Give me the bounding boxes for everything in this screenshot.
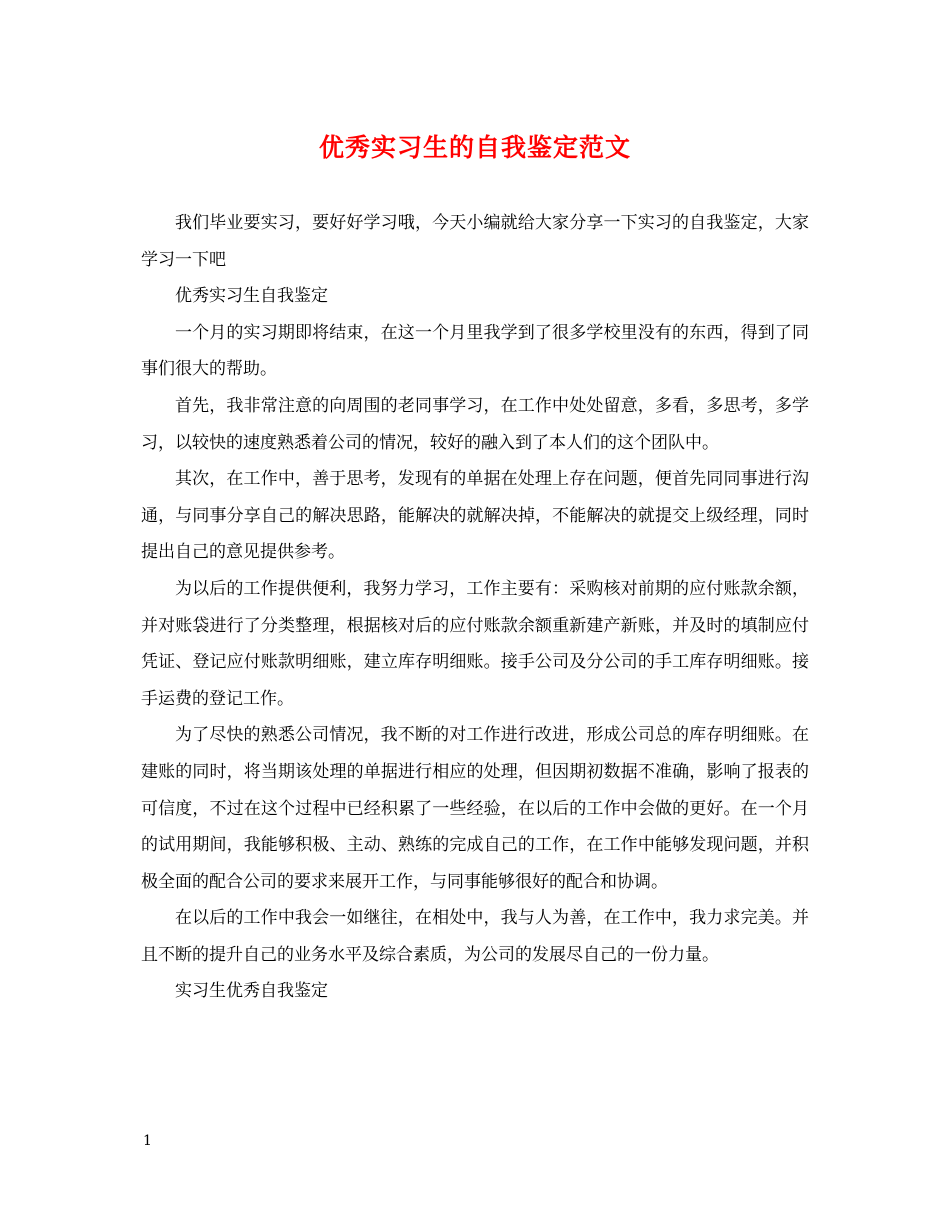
paragraph: 为了尽快的熟悉公司情况，我不断的对工作进行改进，形成公司总的库存明细账。在建账的同时，将当期该处理的单据进行相应的处理，但因期初数据不准确，影响了报表的可信度，不过在这个过程中已经积累了一些经验，在以后的工作中会做的更好。在一个月的试用期间，我能够积极、主动、熟练的完成自己的工作，在工作中能够发现问题，并积极全面的配合公司的要求来展开工作，与同事能够很好的配合和协调。 xyxy=(141,725,809,892)
document-body xyxy=(141,205,809,1010)
document-title: 优秀实习生的自我鉴定范文 xyxy=(318,133,631,162)
paragraph: 一个月的实习期即将结束，在这一个月里我学到了很多学校里没有的东西，得到了同事们很大的帮助。 xyxy=(141,322,809,380)
paragraph: 首先，我非常注意的向周围的老同事学习，在工作中处处留意，多看，多思考，多学习，以较快的速度熟悉着公司的情况，较好的融入到了本人们的这个团队中。 xyxy=(141,395,809,453)
paragraph: 为以后的工作提供便利，我努力学习，工作主要有：采购核对前期的应付账款余额，并对账袋进行了分类整理，根据核对后的应付账款余额重新建产新账，并及时的填制应付凭证、登记应付账款明细账，建立库存明细账。接手公司及分公司的手工库存明细账。接手运费的登记工作。 xyxy=(141,578,809,709)
paragraph-intro: 我们毕业要实习，要好好学习哦，今天小编就给大家分享一下实习的自我鉴定，大家学习一下吧 xyxy=(141,213,809,270)
section-heading-intern-self-assessment: 实习生优秀自我鉴定 xyxy=(175,981,328,1002)
page-number: 1 xyxy=(143,1133,152,1149)
paragraph: 在以后的工作中我会一如继往，在相处中，我与人为善，在工作中，我力求完美。并且不断的提升自己的业务水平及综合素质，为公司的发展尽自己的一份力量。 xyxy=(141,908,809,965)
paragraph: 其次，在工作中，善于思考，发现有的单据在处理上存在问题，便首先同同事进行沟通，与同事分享自己的解决思路，能解决的就解决掉，不能解决的就提交上级经理，同时提出自己的意见提供参考。 xyxy=(141,469,809,563)
section-heading-outstanding-intern: 优秀实习生自我鉴定 xyxy=(175,286,328,307)
